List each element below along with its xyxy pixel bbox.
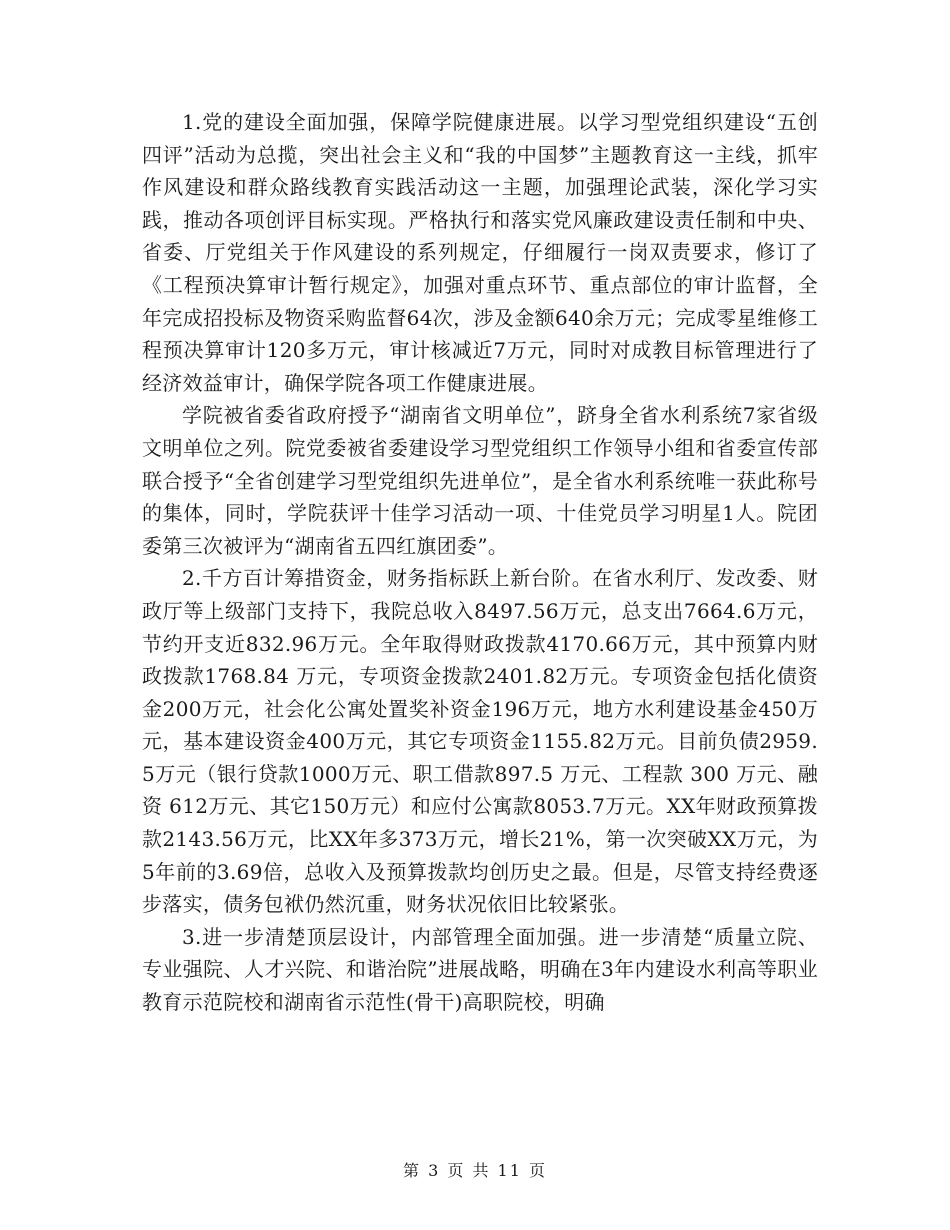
paragraph-party-building: 1.党的建设全面加强，保障学院健康进展。以学习型党组织建设“五创四评”活动为总揽，突出社会主义和“我的中国梦”主题教育这一主线，抓牢作风建设和群众路线教育实践活动这一主题，加强理论武装，深化学习实践，推动各项创评目标实现。严格执行和落实党风廉政建设责任制和中央、省委、厅党组关于作风建设的系列规定，仔细履行一岗双责要求，修订了《工程预决算审计暂行规定》，加强对重点环节、重点部位的审计监督，全年完成招投标及物资采购监督64次，涉及金额640余万元；完成零星维修工程预决算审计120多万元，审计核减近7万元，同时对成教目标管理进行了经济效益审计，确保学院各项工作健康进展。 — [142, 110, 818, 395]
paragraph-honors: 学院被省委省政府授予“湖南省文明单位”，跻身全省水利系统7家省级文明单位之列。院党委被省委建设学习型党组织工作领导小组和省委宣传部联合授予“全省创建学习型党组织先进单位”，是全省水利系统唯一获此称号的集体，同时，学院获评十佳学习活动一项、十佳党员学习明星1人。院团委第三次被评为“湖南省五四红旗团委”。 — [142, 403, 818, 558]
page-number-footer: 第 3 页 共 11 页 — [403, 1161, 547, 1180]
paragraph-management: 3.进一步清楚顶层设计，内部管理全面加强。进一步清楚“质量立院、专业强院、人才兴院、和谐治院”进展战略，明确在3年内建设水利高等职业教育示范院校和湖南省示范性(骨干)高职院校，明确 — [142, 924, 818, 1015]
document-body — [142, 106, 818, 1019]
paragraph-finance: 2.千方百计筹措资金，财务指标跃上新台阶。在省水利厅、发改委、财政厅等上级部门支持下，我院总收入8497.56万元，总支出7664.6万元，节约开支近832.96万元。全年取得财政拨款4170.66万元，其中预算内财政拨款1768.84 万元，专项资金拨款2401.82万元。专项资金包括化债资金200万元，社会化公寓处置奖补资金196万元，地方水利建设基金450万元，基本建设资金400万元，其它专项资金1155.82万元。目前负债2959.5万元（银行贷款1000万元、职工借款897.5 万元、工程款 300 万元、融资 612万元、其它150万元）和应付公寓款8053.7万元。XX年财政预算拨款2143.56万元，比XX年多373万元，增长21%，第一次突破XX万元，为5年前的3.69倍，总收入及预算拨款均创历史之最。但是，尽管支持经费逐步落实，债务包袱仍然沉重，财务状况依旧比较紧张。 — [142, 566, 818, 917]
